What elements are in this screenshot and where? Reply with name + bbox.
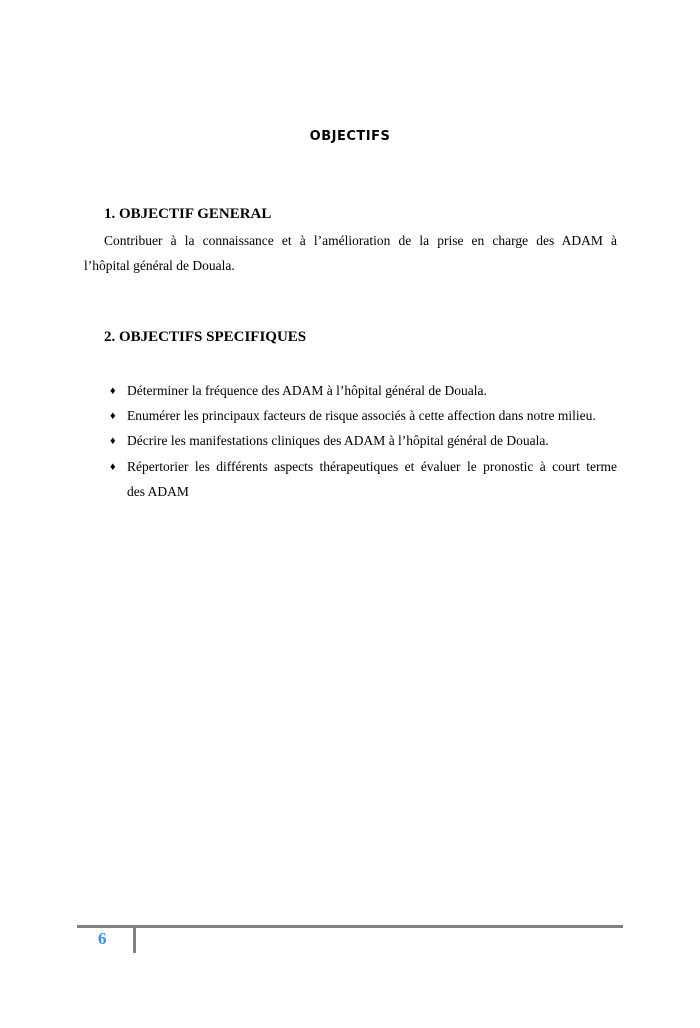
section-heading-specific: 2. OBJECTIFS SPECIFIQUES — [104, 329, 307, 345]
diamond-bullet-icon: ♦ — [110, 385, 116, 397]
list-item-continuation: des ADAM — [127, 484, 189, 499]
paragraph-line: l’hôpital général de Douala. — [84, 258, 235, 273]
list-item: Décrire les manifestations cliniques des ADAM à l’hôpital général de Douala. — [127, 433, 549, 448]
page-title: OBJECTIFS — [309, 129, 391, 144]
list-item: Répertorier les différents aspects thérapeutiques et évaluer le pronostic à court terme — [127, 459, 617, 474]
list-item: Déterminer la fréquence des ADAM à l’hôpital général de Douala. — [127, 383, 487, 398]
diamond-bullet-icon: ♦ — [110, 461, 116, 473]
page-number: 6 — [98, 929, 107, 948]
footer-rule — [77, 925, 623, 928]
footer-divider — [133, 926, 136, 953]
diamond-bullet-icon: ♦ — [110, 435, 116, 447]
diamond-bullet-icon: ♦ — [110, 410, 116, 422]
paragraph-line: Contribuer à la connaissance et à l’amélioration de la prise en charge des ADAM à — [104, 233, 617, 248]
section-heading-general: 1. OBJECTIF GENERAL — [104, 206, 272, 222]
list-item: Enumérer les principaux facteurs de risque associés à cette affection dans notre milieu. — [127, 408, 596, 423]
